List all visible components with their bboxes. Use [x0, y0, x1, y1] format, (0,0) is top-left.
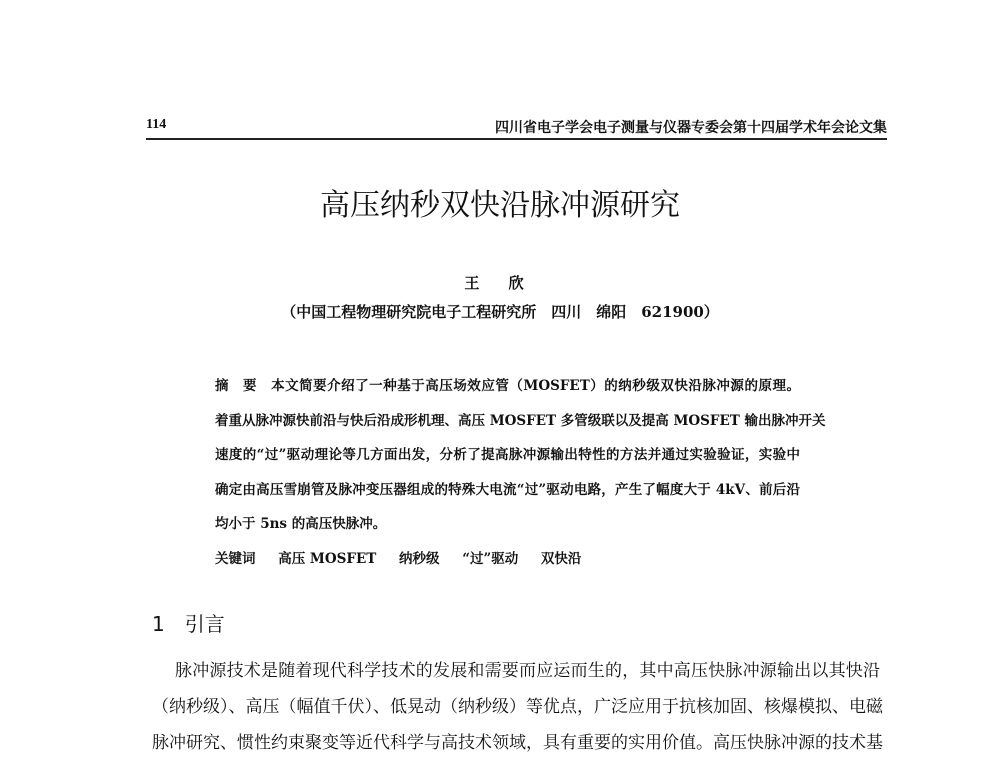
header-rule	[146, 138, 887, 140]
body-line: 脉冲源技术是随着现代科学技术的发展和需要而应运而生的，其中高压快脉冲源输出以其快沿	[175, 661, 880, 681]
author: 王 欣	[464, 274, 536, 292]
section-heading: 1 引言	[152, 612, 225, 636]
abstract-line: 均小于 5ns 的高压快脉冲。	[215, 516, 387, 532]
running-header: 四川省电子学会电子测量与仪器专委会第十四届学术年会论文集	[495, 120, 887, 136]
abstract-line: 速度的“过”驱动理论等几方面出发，分析了提高脉冲源输出特性的方法并通过实验验证，实验中	[215, 447, 800, 463]
paper-title: 高压纳秒双快沿脉冲源研究	[320, 188, 680, 223]
body-line: 脉冲研究、惯性约束聚变等近代科学与高技术领域，具有重要的实用价值。高压快脉冲源的技术基	[152, 733, 883, 753]
body-line: （纳秒级）、高压（幅值千伏）、低晃动（纳秒级）等优点，广泛应用于抗核加固、核爆模拟、电磁	[152, 697, 883, 717]
keyword: 高压 MOSFET	[278, 551, 377, 567]
abstract-line: 摘 要 本文简要介绍了一种基于高压场效应管（MOSFET）的纳秒级双快沿脉冲源的原理。	[215, 378, 800, 394]
keywords-label: 关键词	[215, 551, 256, 567]
abstract-line: 确定由高压雪崩管及脉冲变压器组成的特殊大电流“过”驱动电路，产生了幅度大于 4kV、前后沿	[215, 482, 800, 498]
keyword: 双快沿	[540, 551, 582, 567]
affiliation: （中国工程物理研究院电子工程研究所 四川 绵阳 621900）	[281, 303, 719, 321]
page-number: 114	[146, 117, 167, 132]
keyword: 纳秒级	[398, 551, 440, 567]
keywords	[215, 547, 800, 567]
abstract-line: 着重从脉冲源快前沿与快后沿成形机理、高压 MOSFET 多管级联以及提高 MOSFET 输出脉冲开关	[215, 413, 826, 429]
keyword: “过”驱动	[462, 551, 519, 567]
